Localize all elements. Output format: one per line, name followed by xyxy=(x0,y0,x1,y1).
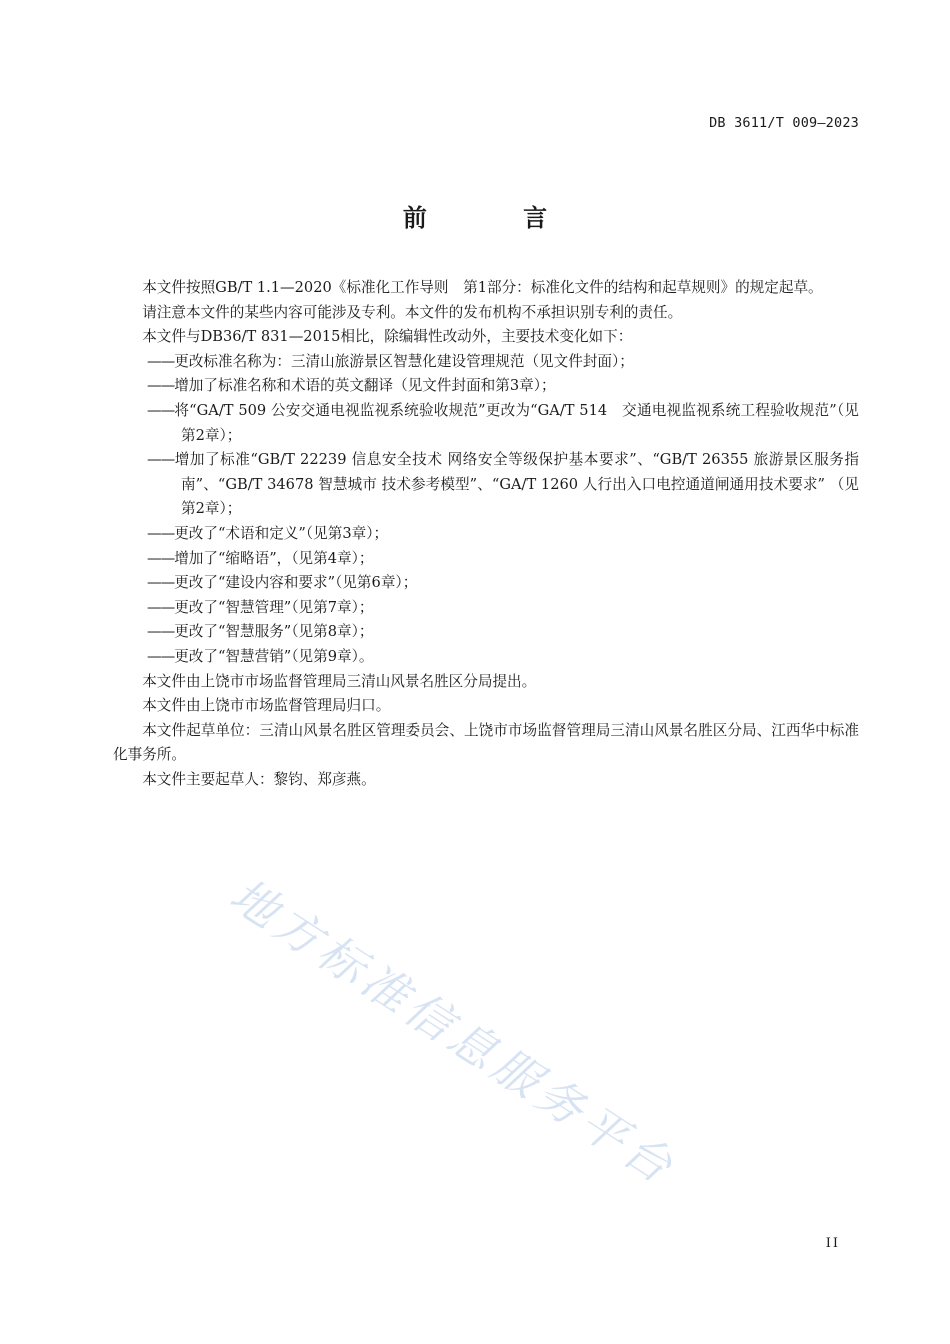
paragraph: 本文件由上饶市市场监督管理局归口。 xyxy=(142,697,391,715)
list-item xyxy=(113,399,859,448)
list-item-text: 更改了“智慧服务”（见第8章）； xyxy=(174,623,374,641)
list-item-text: 更改了“建设内容和要求”（见第6章）； xyxy=(174,574,418,592)
paragraph: 本文件与DB36/T 831—2015相比，除编辑性改动外，主要技术变化如下： xyxy=(142,328,633,346)
dash-marker: —— xyxy=(147,647,175,665)
list-item xyxy=(113,645,859,670)
list-item-text: 将“GA/T 509 公安交通电视监视系统验收规范”更改为“GA/T 514 交通电视监视系统工程验收规范”（见第2章）； xyxy=(174,401,859,444)
list-item-text: 增加了标准名称和术语的英文翻译（见文件封面和第3章）； xyxy=(174,377,556,395)
list-item xyxy=(113,596,859,621)
document-code: DB 3611/T 009—2023 xyxy=(709,115,859,131)
paragraph: 本文件由上饶市市场监督管理局三清山风景名胜区分局提出。 xyxy=(142,672,537,690)
list-item-text: 更改了“智慧营销”（见第9章）。 xyxy=(174,647,374,665)
page-title: 前 言 xyxy=(402,204,592,232)
list-item xyxy=(113,547,859,572)
dash-marker: —— xyxy=(147,549,175,567)
watermark: 地方标准信息服务平台 xyxy=(220,867,687,1197)
dash-marker: —— xyxy=(147,451,175,469)
list-item-text: 增加了“缩略语”，（见第4章）； xyxy=(174,549,374,567)
dash-marker: —— xyxy=(147,524,175,542)
list-item-text: 更改了“术语和定义”（见第3章）； xyxy=(174,524,389,542)
paragraph: 请注意本文件的某些内容可能涉及专利。本文件的发布机构不承担识别专利的责任。 xyxy=(142,303,683,321)
dash-marker: —— xyxy=(147,401,175,419)
dash-marker: —— xyxy=(147,623,175,641)
list-item-text: 更改标准名称为：三清山旅游景区智慧化建设管理规范（见文件封面）； xyxy=(174,352,634,370)
dash-marker: —— xyxy=(147,598,175,616)
page-number: II xyxy=(825,1236,840,1251)
dash-marker: —— xyxy=(147,574,175,592)
list-item-text: 增加了标准“GB/T 22239 信息安全技术 网络安全等级保护基本要求”、“GB/T 26355 旅游景区服务指南”、“GB/T 34678 智慧城市 技术参考模型”、“GA/T 1260 人行出入口电控通道闸通用技术要求” （见第2章）； xyxy=(174,451,859,518)
paragraph: 本文件主要起草人：黎钧、郑彦燕。 xyxy=(142,770,376,788)
list-item xyxy=(113,448,859,522)
list-item xyxy=(113,620,859,645)
paragraph: 本文件按照GB/T 1.1—2020《标准化工作导则 第1部分：标准化文件的结构和起草规则》的规定起草。 xyxy=(142,279,823,296)
list-item xyxy=(113,571,859,596)
list-item xyxy=(113,522,859,547)
list-item-text: 更改了“智慧管理”（见第7章）； xyxy=(174,598,374,616)
paragraph: 本文件起草单位：三清山风景名胜区管理委员会、上饶市市场监督管理局三清山风景名胜区分局、江西华中标准化事务所。 xyxy=(113,721,859,764)
dash-marker: —— xyxy=(147,352,175,370)
list-item xyxy=(113,350,859,375)
list-item xyxy=(113,374,859,399)
dash-marker: —— xyxy=(147,377,175,395)
document-body xyxy=(113,276,859,792)
